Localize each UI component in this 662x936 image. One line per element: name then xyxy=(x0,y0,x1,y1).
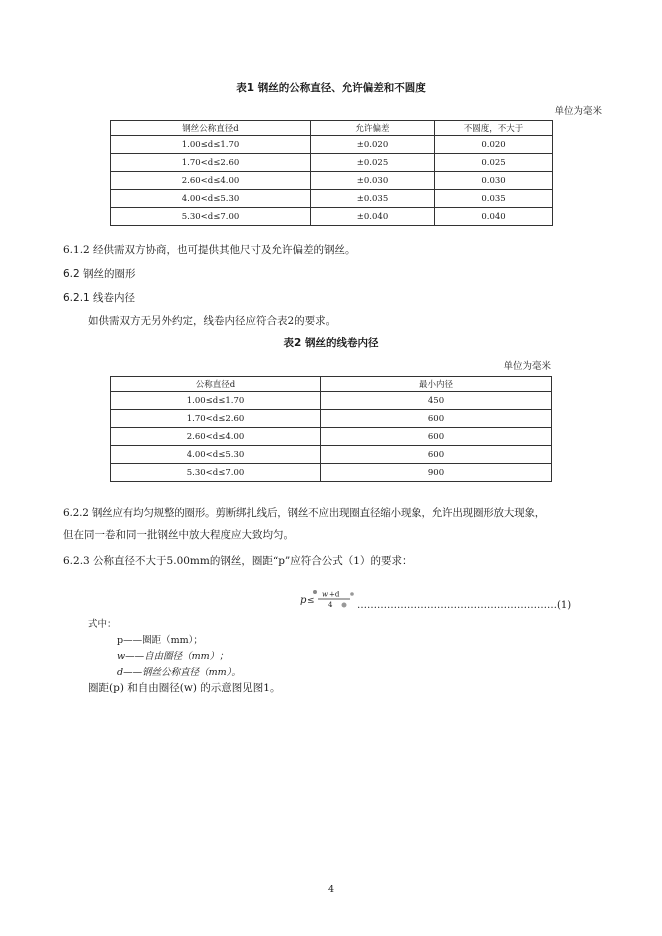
table-header-cell: 最小内径 xyxy=(321,377,552,392)
clause-6-2-3: 6.2.3 公称直径不大于5.00mm的钢丝，圈距“p”应符合公式（1）的要求： xyxy=(63,555,413,567)
table-row xyxy=(111,464,552,482)
table1 xyxy=(110,120,553,226)
table-cell: 2.60<d≤4.00 xyxy=(111,172,311,190)
table-cell: ±0.040 xyxy=(311,208,435,226)
table-row xyxy=(111,136,553,154)
table-cell: 5.30<d≤7.00 xyxy=(111,464,321,482)
table-cell: 0.035 xyxy=(435,190,553,208)
table-row xyxy=(111,172,553,190)
svg-text:w: w xyxy=(322,590,328,599)
table-cell: 1.00≤d≤1.70 xyxy=(111,136,311,154)
table-row xyxy=(111,446,552,464)
table-row xyxy=(111,190,553,208)
table-cell: 0.025 xyxy=(435,154,553,172)
table-cell: ±0.025 xyxy=(311,154,435,172)
clause-6-2-1-text: 如供需双方无另外约定，线卷内径应符合表2的要求。 xyxy=(88,315,337,327)
heading-6-2-1: 6.2.1 线卷内径 xyxy=(63,292,136,304)
table-cell: 600 xyxy=(321,446,552,464)
table2 xyxy=(110,376,552,482)
where-label: 式中： xyxy=(88,619,117,630)
table-header-cell: 公称直径d xyxy=(111,377,321,392)
table-cell: ±0.035 xyxy=(311,190,435,208)
table-cell: 4.00<d≤5.30 xyxy=(111,190,311,208)
table2-unit: 单位为毫米 xyxy=(503,361,551,372)
svg-text:≤: ≤ xyxy=(307,596,315,606)
table-cell: 2.60<d≤4.00 xyxy=(111,428,321,446)
table-header-row xyxy=(111,121,553,136)
table-cell: 900 xyxy=(321,464,552,482)
heading-6-2: 6.2 钢丝的圈形 xyxy=(63,268,136,280)
table-cell: 1.70<d≤2.60 xyxy=(111,154,311,172)
table-cell: 0.040 xyxy=(435,208,553,226)
table-cell: 600 xyxy=(321,410,552,428)
table-row xyxy=(111,392,552,410)
table1-caption: 表1 钢丝的公称直径、允许偏差和不圆度 xyxy=(236,82,426,94)
table2-caption: 表2 钢丝的线卷内径 xyxy=(283,337,379,349)
table-cell: 4.00<d≤5.30 xyxy=(111,446,321,464)
table-cell: 1.70<d≤2.60 xyxy=(111,410,321,428)
figure-reference: 圈距(p) 和自由圈径(w) 的示意图见图1。 xyxy=(88,682,281,694)
formula-1 xyxy=(298,588,356,614)
svg-text:4: 4 xyxy=(328,601,333,609)
table-cell: 0.020 xyxy=(435,136,553,154)
table-cell: 1.00≤d≤1.70 xyxy=(111,392,321,410)
svg-text:p: p xyxy=(300,595,307,606)
table-cell: ±0.020 xyxy=(311,136,435,154)
table-header-cell: 钢丝公称直径d xyxy=(111,121,311,136)
table-cell: ±0.030 xyxy=(311,172,435,190)
table-header-row xyxy=(111,377,552,392)
table-row xyxy=(111,208,553,226)
clause-6-1-2: 6.1.2 经供需双方协商，也可提供其他尺寸及允许偏差的钢丝。 xyxy=(63,244,356,256)
page-number: 4 xyxy=(327,884,335,895)
table-header-cell: 不圆度，不大于 xyxy=(435,121,553,136)
table-cell: 0.030 xyxy=(435,172,553,190)
definition-p: p——圈距（mm）； xyxy=(117,635,203,646)
clause-6-2-2-line1: 6.2.2 钢丝应有均匀规整的圈形。剪断绑扎线后，钢丝不应出现圈直径缩小现象，允许出现圈形放大现象， xyxy=(63,507,546,519)
formula-1-leader: ……………………………………………………(1) xyxy=(357,600,572,611)
table-cell: 450 xyxy=(321,392,552,410)
svg-text:+d: +d xyxy=(329,590,340,599)
formula-image xyxy=(298,588,356,610)
table1-unit: 单位为毫米 xyxy=(554,106,602,117)
definition-w: w——自由圈径（mm）； xyxy=(117,651,229,662)
table-cell: 600 xyxy=(321,428,552,446)
table-row xyxy=(111,428,552,446)
table-cell: 5.30<d≤7.00 xyxy=(111,208,311,226)
definition-d: d——钢丝公称直径（mm）。 xyxy=(117,667,241,678)
clause-6-2-2-line2: 但在同一卷和同一批钢丝中放大程度应大致均匀。 xyxy=(63,529,294,541)
table-row xyxy=(111,410,552,428)
table-header-cell: 允许偏差 xyxy=(311,121,435,136)
table-row xyxy=(111,154,553,172)
